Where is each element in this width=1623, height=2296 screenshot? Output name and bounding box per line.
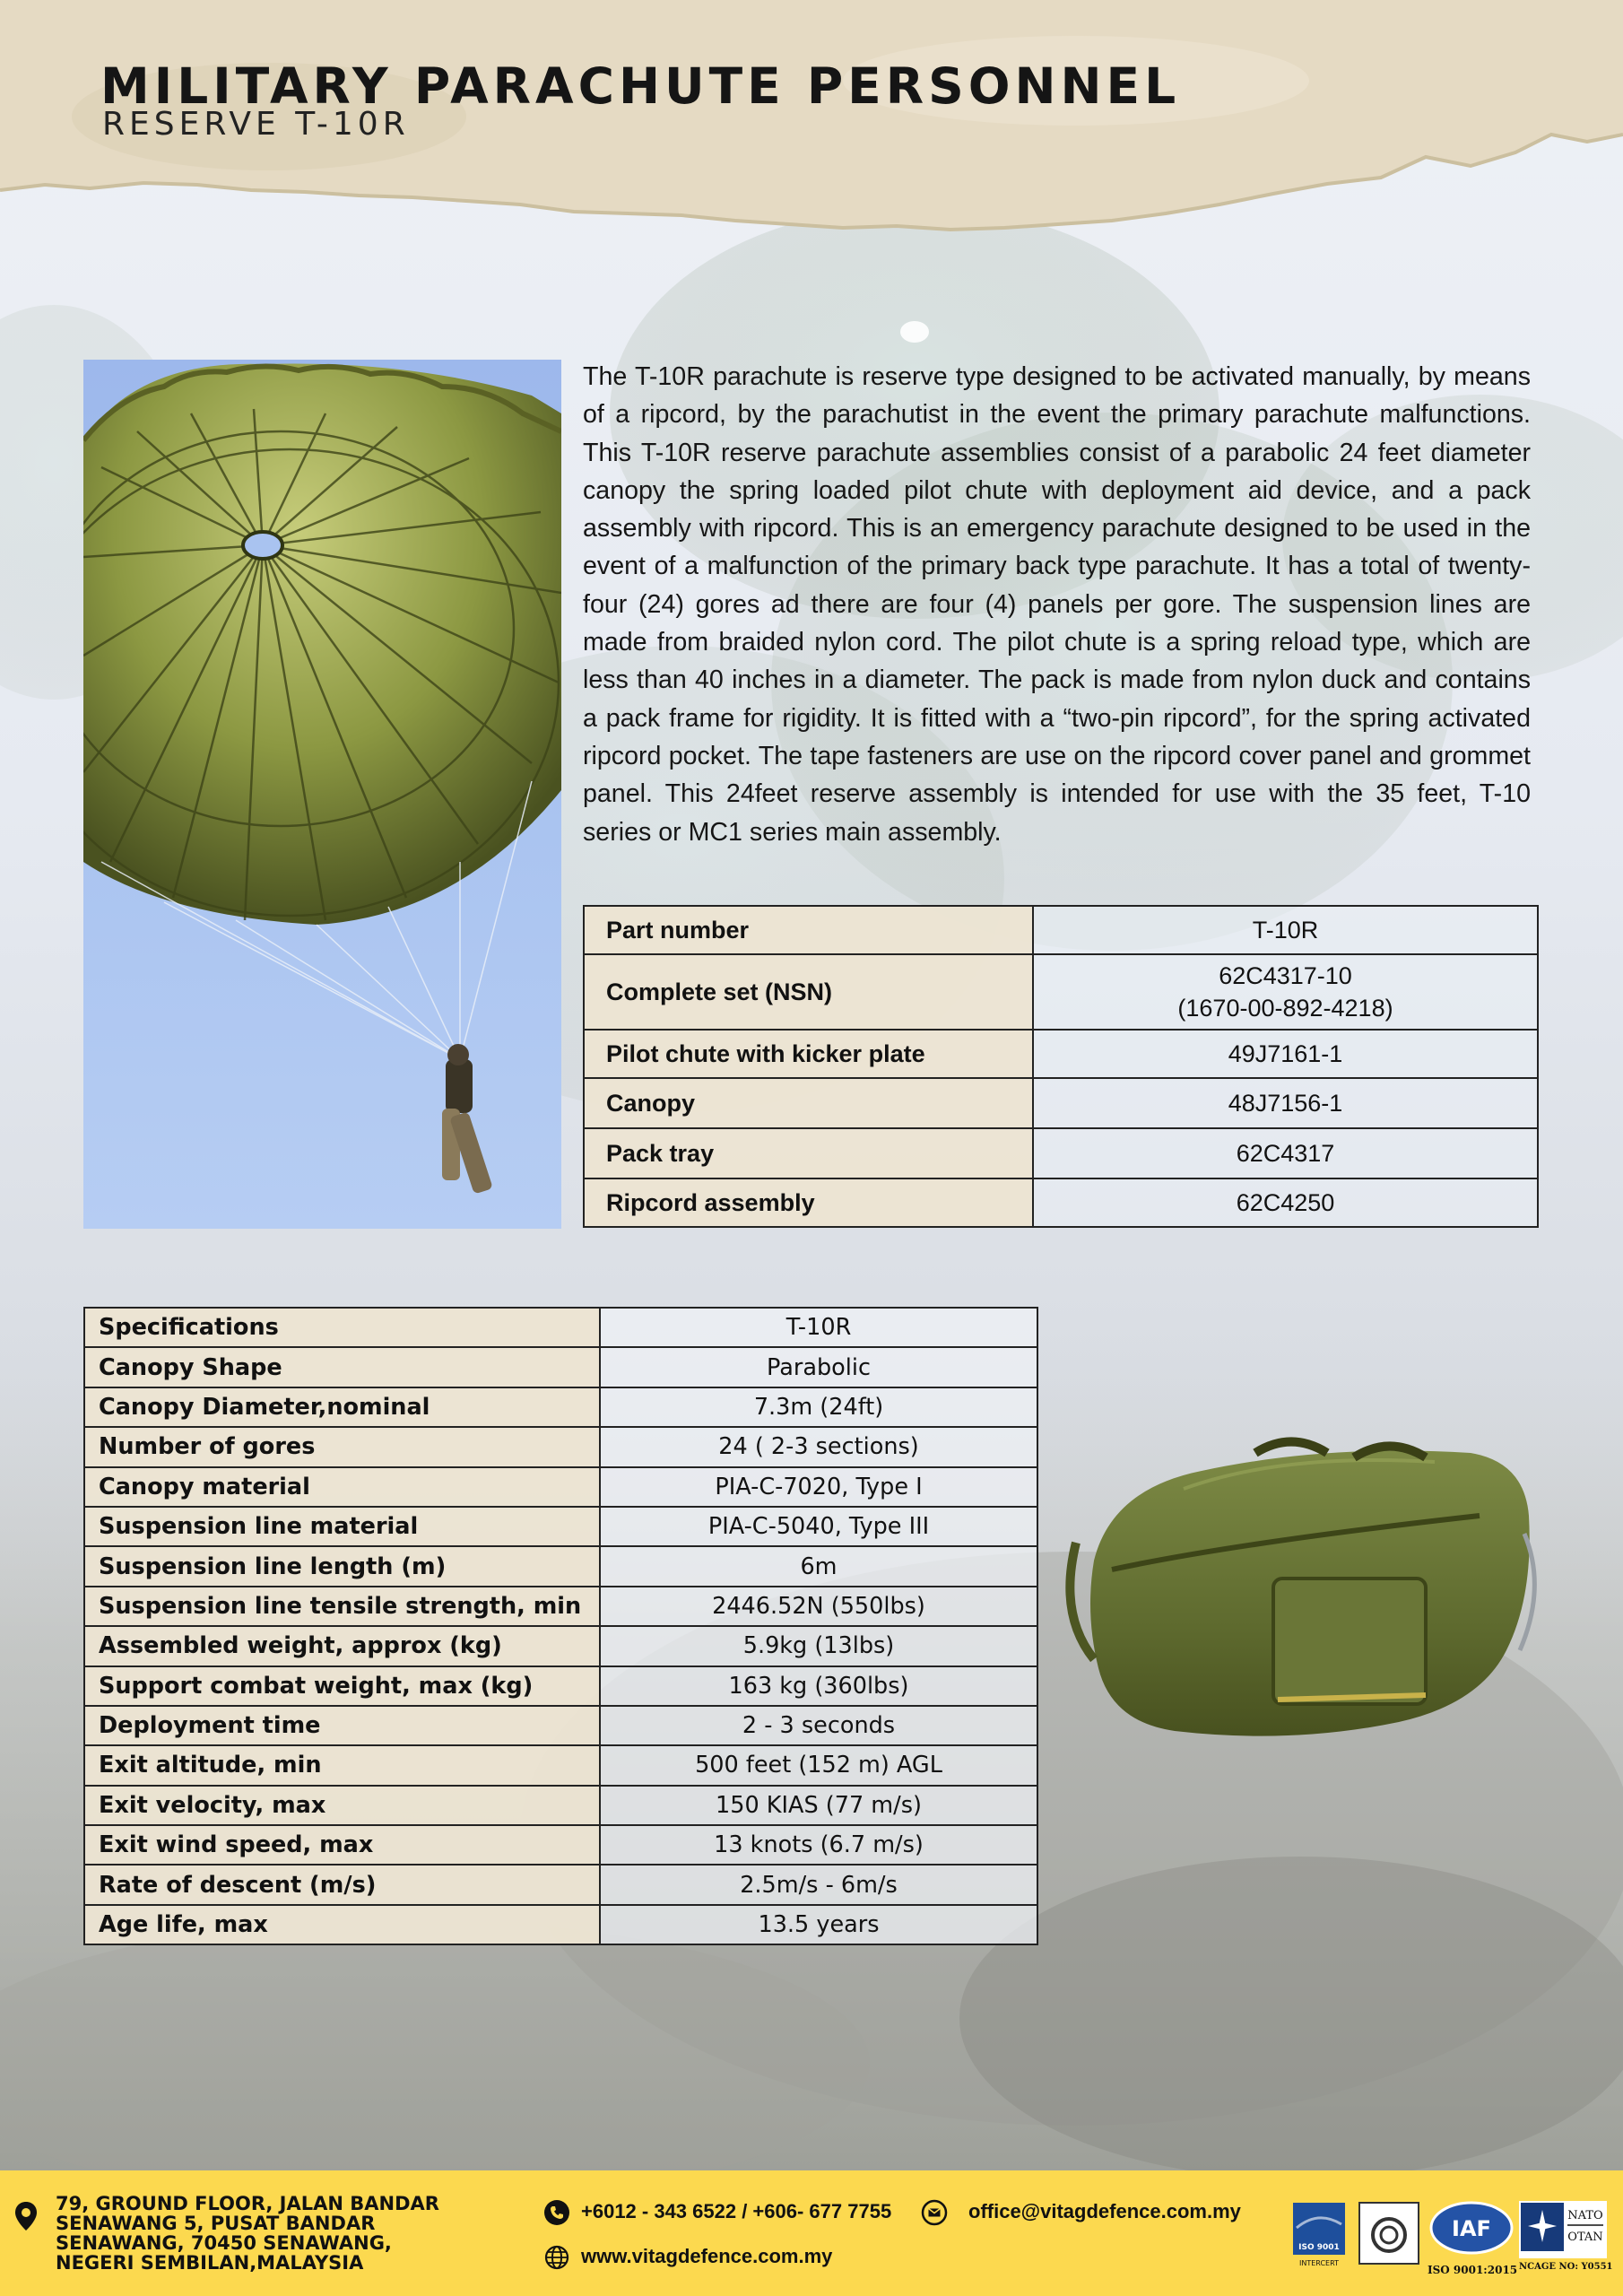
part-label: Part number xyxy=(584,906,1033,954)
table-row xyxy=(84,1745,1037,1785)
part-value: 62C4317 xyxy=(1033,1128,1538,1178)
page-title: MILITARY PARACHUTE PERSONNEL xyxy=(100,57,1181,115)
spec-label: Assembled weight, approx (kg) xyxy=(84,1626,600,1665)
phone-number[interactable]: +6012 - 343 6522 / +606- 677 7755 xyxy=(581,2200,892,2222)
table-row xyxy=(84,1905,1037,1944)
part-label: Canopy xyxy=(584,1078,1033,1128)
spec-value: 2.5m/s - 6m/s xyxy=(600,1865,1037,1904)
iso-9001-logo xyxy=(1291,2201,1347,2269)
spec-value: PIA-C-7020, Type I xyxy=(600,1467,1037,1507)
table-row xyxy=(84,1825,1037,1865)
iaf-text: IAF xyxy=(1452,2216,1491,2241)
spec-value: PIA-C-5040, Type III xyxy=(600,1507,1037,1546)
nato-text: NATO xyxy=(1567,2209,1603,2222)
email-icon xyxy=(921,2199,948,2226)
ncage-number: NCAGE NO: Y0551 xyxy=(1519,2262,1613,2272)
address-line: 79, GROUND FLOOR, JALAN BANDAR xyxy=(56,2193,439,2214)
part-label: Pack tray xyxy=(584,1128,1033,1178)
spec-label: Canopy Diameter,nominal xyxy=(84,1387,600,1427)
iso-caption: ISO 9001 xyxy=(1298,2243,1340,2252)
table-row xyxy=(84,1308,1037,1347)
spec-label: Suspension line material xyxy=(84,1507,600,1546)
nsn-number: (1670-00-892-4218) xyxy=(1177,995,1393,1022)
spec-value: 150 KIAS (77 m/s) xyxy=(600,1786,1037,1825)
address-line: SENAWANG, 70450 SENAWANG, xyxy=(56,2232,392,2254)
otan-text: OTAN xyxy=(1567,2231,1603,2244)
spec-value: 2446.52N (550lbs) xyxy=(600,1587,1037,1626)
spec-label: Deployment time xyxy=(84,1706,600,1745)
table-row xyxy=(84,1467,1037,1507)
page-subtitle: RESERVE T-10R xyxy=(102,106,410,143)
iaf-logo xyxy=(1429,2201,1514,2255)
iaf-caption: ISO 9001:2015 xyxy=(1428,2264,1518,2276)
table-row xyxy=(584,954,1538,1030)
part-label: Complete set (NSN) xyxy=(584,954,1033,1030)
table-row xyxy=(84,1507,1037,1546)
part-value: T-10R xyxy=(1033,906,1538,954)
spec-label: Suspension line tensile strength, min xyxy=(84,1587,600,1626)
footer xyxy=(0,2170,1623,2296)
spec-label: Exit velocity, max xyxy=(84,1786,600,1825)
accreditation-logo xyxy=(1358,2201,1420,2266)
spec-label: Support combat weight, max (kg) xyxy=(84,1666,600,1706)
spec-value: 13.5 years xyxy=(600,1905,1037,1944)
part-label: Ripcord assembly xyxy=(584,1178,1033,1227)
address-line: SENAWANG 5, PUSAT BANDAR xyxy=(56,2213,376,2234)
table-row xyxy=(584,906,1538,954)
table-row xyxy=(84,1706,1037,1745)
parachute-photo xyxy=(83,360,561,1229)
phone-icon xyxy=(543,2199,570,2226)
spec-value: Parabolic xyxy=(600,1347,1037,1387)
table-row xyxy=(584,1030,1538,1078)
table-row xyxy=(84,1427,1037,1466)
table-row xyxy=(84,1666,1037,1706)
table-row xyxy=(84,1546,1037,1586)
table-row xyxy=(584,1078,1538,1128)
spec-label: Specifications xyxy=(84,1308,600,1347)
spec-value: 500 feet (152 m) AGL xyxy=(600,1745,1037,1785)
spec-label: Canopy Shape xyxy=(84,1347,600,1387)
table-row xyxy=(584,1178,1538,1227)
specifications-table xyxy=(83,1307,1038,1945)
spec-label: Exit altitude, min xyxy=(84,1745,600,1785)
spec-label: Age life, max xyxy=(84,1905,600,1944)
part-label: Pilot chute with kicker plate xyxy=(584,1030,1033,1078)
website-link[interactable]: www.vitagdefence.com.my xyxy=(581,2245,833,2267)
nsn-value: 62C4317-10 xyxy=(1219,962,1352,989)
location-pin-icon xyxy=(14,2201,38,2231)
spec-value: 5.9kg (13lbs) xyxy=(600,1626,1037,1665)
table-row xyxy=(84,1626,1037,1665)
parachute-illustration xyxy=(83,360,561,1229)
product-description: The T-10R parachute is reserve type designed to be activated manually, by means of a ripcord, by the parachutist in the event the primary parachute malfunctions. This T-10R reserve parachute assemblies consist of a parabolic 24 feet diameter canopy the spring loaded pilot chute with deployment aid device, and a pack assembly with ripcord. This is an emergency parachute designed to be used in the event of a malfunction of the primary back type parachute. It has a total of twenty-four (24) gores ad there are four (4) panels per gore. The suspension lines are made from braided nylon cord. The pilot chute is a spring reload type, which are less than 40 inches in a diameter. The pack is made from nylon duck and contains a pack frame for rigidity. It is fitted with a “two-pin ripcord”, for the spring activated ripcord pocket. The tape fasteners are use on the ripcord cover panel and grommet panel. This 24feet reserve assembly is intended for use with the 35 feet, T-10 series or MC1 series main assembly. xyxy=(583,362,1531,847)
spec-value: 24 ( 2-3 sections) xyxy=(600,1427,1037,1466)
part-value: 48J7156-1 xyxy=(1033,1078,1538,1128)
reserve-pack-photo xyxy=(1058,1435,1538,1758)
table-row xyxy=(84,1865,1037,1904)
spec-value: 6m xyxy=(600,1546,1037,1586)
spec-label: Number of gores xyxy=(84,1427,600,1466)
spec-label: Rate of descent (m/s) xyxy=(84,1865,600,1904)
address-line: NEGERI SEMBILAN,MALAYSIA xyxy=(56,2252,364,2274)
part-value xyxy=(1033,954,1538,1030)
spec-value: 13 knots (6.7 m/s) xyxy=(600,1825,1037,1865)
table-row xyxy=(84,1587,1037,1626)
part-value: 62C4250 xyxy=(1033,1178,1538,1227)
table-row xyxy=(84,1347,1037,1387)
spec-value: 2 - 3 seconds xyxy=(600,1706,1037,1745)
intercert-label: INTERCERT xyxy=(1299,2259,1339,2267)
table-row xyxy=(84,1387,1037,1427)
spec-value: T-10R xyxy=(600,1308,1037,1347)
table-row xyxy=(84,1786,1037,1825)
email-address[interactable]: office@vitagdefence.com.my xyxy=(968,2200,1241,2222)
company-address xyxy=(56,2194,522,2273)
spec-label: Suspension line length (m) xyxy=(84,1546,600,1586)
part-number-table xyxy=(583,905,1539,1228)
table-row xyxy=(584,1128,1538,1178)
part-value: 49J7161-1 xyxy=(1033,1030,1538,1078)
spec-label: Exit wind speed, max xyxy=(84,1825,600,1865)
spec-value: 7.3m (24ft) xyxy=(600,1387,1037,1427)
spec-value: 163 kg (360lbs) xyxy=(600,1666,1037,1706)
nato-logo xyxy=(1519,2201,1607,2258)
globe-icon xyxy=(543,2244,570,2271)
spec-label: Canopy material xyxy=(84,1467,600,1507)
